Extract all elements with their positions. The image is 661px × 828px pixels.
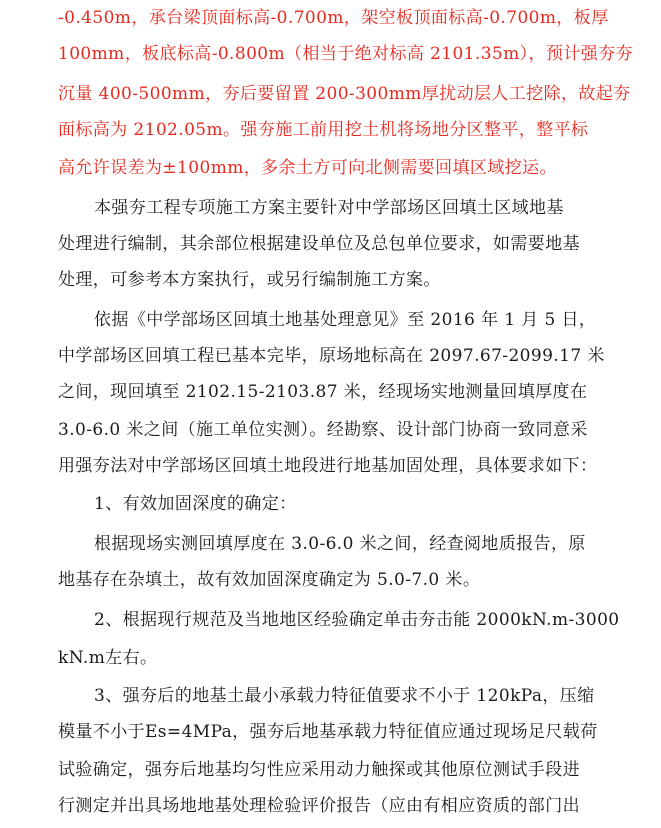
text-line: 3.0-6.0 米之间（施工单位实测）。经勘察、设计部门协商一致同意采 (58, 420, 588, 440)
item1-heading: 1、有效加固深度的确定： (94, 494, 297, 514)
text-line: 处理进行编制，其余部位根据建设单位及总包单位要求，如需要地基 (58, 234, 580, 254)
text-line: 之间，现回填至 2102.15-2103.87 米，经现场实地测量回填厚度在 (58, 382, 588, 402)
text-line: 3、强夯后的地基土最小承载力特征值要求不小于 120kPa，压缩 (94, 686, 595, 706)
text-line: 本强夯工程专项施工方案主要针对中学部场区回填土区域地基 (94, 198, 564, 218)
text-line: -0.450m，承台梁顶面标高-0.700m，架空板顶面标高-0.700m，板厚 (58, 8, 609, 28)
text-line: 依据《中学部场区回填土地基处理意见》至 2016 年 1 月 5 日， (94, 310, 597, 330)
text-line: 2、根据现行规范及当地地区经验确定单击夯击能 2000kN.m-3000 (94, 610, 620, 630)
text-line: 高允许误差为±100mm，多余土方可向北侧需要回填区域挖运。 (58, 158, 557, 178)
text-line: 试验确定，强夯后地基均匀性应采用动力触探或其他原位测试手段进 (58, 760, 580, 780)
text-line: 模量不小于Es=4MPa，强夯后地基承载力特征值应通过现场足尺载荷 (58, 722, 598, 742)
text-line: 根据现场实测回填厚度在 3.0-6.0 米之间，经查阅地质报告，原 (94, 534, 586, 554)
text-line: 行测定并出具场地地基处理检验评价报告（应由有相应资质的部门出 (58, 796, 580, 816)
text-line: 面标高为 2102.05m。强夯施工前用挖土机将场地分区整平，整平标 (58, 120, 589, 140)
text-line: 沉量 400-500mm，夯后要留置 200-300mm厚扰动层人工挖除，故起夯 (58, 84, 631, 104)
text-line: 处理，可参考本方案执行，或另行编制施工方案。 (58, 270, 441, 290)
text-line: 地基存在杂填土，故有效加固深度确定为 5.0-7.0 米。 (58, 570, 481, 590)
text-line: 100mm，板底标高-0.800m（相当于绝对标高 2101.35m），预计强夯夯 (58, 44, 633, 64)
text-line: 中学部场区回填工程已基本完毕，原场地标高在 2097.67-2099.17 米 (58, 346, 605, 366)
text-line: kN.m左右。 (58, 648, 158, 668)
text-line: 用强夯法对中学部场区回填土地段进行地基加固处理，具体要求如下： (58, 456, 598, 476)
